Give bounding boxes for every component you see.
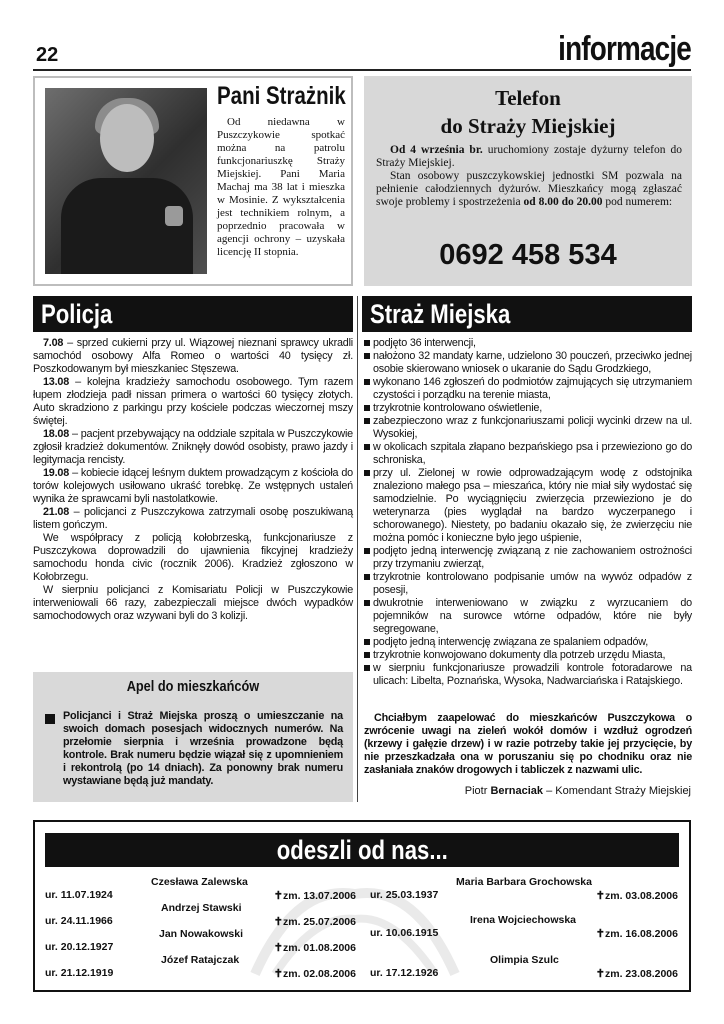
cross-icon: ✝	[595, 890, 606, 902]
list-item: nałożono 32 mandaty karne, udzielono 30 pouczeń, przeciwko jednej osobie skierowano wniosek o ukaranie do Sądu Grodzkiego,	[364, 350, 692, 376]
straz-signature: Piotr Bernaciak – Komendant Straży Miejskiej	[464, 785, 691, 797]
policja-header: Policja	[33, 296, 353, 332]
square-bullet-icon	[364, 444, 370, 450]
square-bullet-icon	[364, 340, 370, 346]
birth-date: ur. 25.03.1937	[370, 889, 439, 901]
section-title: informacje	[558, 30, 691, 68]
birth-date: ur. 11.07.1924	[45, 889, 113, 901]
deceased-name: Maria Barbara Grochowska	[456, 876, 592, 888]
birth-date: ur. 21.12.1919	[45, 967, 114, 979]
death-date: ✝zm. 23.08.2006	[595, 968, 678, 980]
birth-date: ur. 10.06.1915	[370, 927, 439, 939]
list-item: podjęto jedną interwencję związana ze spalaniem odpadów,	[364, 636, 692, 649]
cross-icon: ✝	[273, 942, 284, 954]
deceased-name: Andrzej Stawski	[161, 902, 242, 914]
deceased-name: Józef Ratajczak	[161, 954, 240, 966]
guard-portrait-photo	[45, 88, 207, 274]
square-bullet-icon	[364, 379, 370, 385]
birth-date: ur. 17.12.1926	[370, 967, 439, 979]
column-divider	[357, 296, 358, 802]
square-bullet-icon	[364, 574, 370, 580]
deceased-name: Czesława Zalewska	[151, 876, 248, 888]
telefon-title: Telefon do Straży Miejskiej	[440, 86, 616, 138]
cross-icon: ✝	[273, 968, 284, 980]
list-item: wykonano 146 zgłoszeń do podmiotów zajmujących się utrzymaniem czystości i porządku na terenie miasta,	[364, 376, 692, 402]
death-date: ✝zm. 03.08.2006	[595, 890, 678, 902]
list-item: w sierpniu funkcjonariusze prowadzili kontrole fotoradarowe na ulicach: Libelta, Poznańska, Wysoka, Nadwarciańska i Ratajskiego.	[364, 662, 692, 688]
list-item: trzykrotnie konwojowano dokumenty dla potrzeb urzędu Miasta,	[364, 649, 692, 662]
square-bullet-icon	[364, 639, 370, 645]
square-bullet-icon	[364, 353, 370, 359]
pani-straznik-box	[33, 76, 353, 286]
cross-icon: ✝	[273, 890, 284, 902]
list-item: przy ul. Zielonej w rowie odprowadzającym wodę z odstojnika znaleziono małego psa – mieszańca, który nie miał siły wydostać się samodzielnie. Po wyciągnięciu zwierzęcia przewieziono je do weterynarza (pies wyglądał na bardzo wyczerpanego i schorowanego). Niestety, po badaniu okazało się, że zwierzęciu nie można pomóc i konieczne było jego uśpienie,	[364, 467, 692, 545]
square-bullet-icon	[364, 665, 370, 671]
square-bullet-icon	[364, 405, 370, 411]
death-date: ✝zm. 16.08.2006	[595, 928, 678, 940]
straz-appeal: Chciałbym zaapelować do mieszkańców Puszczykowa o zwrócenie uwagi na zieleń wokół domów i wzdłuż ogrodzeń (krzewy i gałęzie drzew) i w razie potrzeby takie jej przycięcie, by nie przeszkadzała ona w poruszaniu się po chodniku oraz nie zasłaniała znaków drogowych i tabliczek z nazwami ulic.	[364, 712, 692, 776]
phone-number: 0692 458 534	[439, 239, 617, 271]
police-paragraph: We współpracy z policją kołobrzeską, funkcjonariusze z Puszczykowa doprowadzili do ujawnienia fikcyjnej kradzieży samochodu honda civic (rocznik 2006). Kradzież zgłoszono w Kołobrzegu.	[33, 532, 353, 583]
deceased-name: Irena Wojciechowska	[470, 914, 577, 926]
straz-miejska-header: Straż Miejska	[362, 296, 692, 332]
list-item: podjęto jedną interwencję związaną z nie zachowaniem ostrożności przy trzymaniu zwierząt,	[364, 545, 692, 571]
badge-icon	[165, 206, 183, 226]
page-number: 22	[36, 44, 59, 66]
cross-icon: ✝	[595, 928, 606, 940]
telefon-text: Od 4 września br. uruchomiony zostaje dyżurny telefon do Straży Miejskiej. Stan osobowy puszczykowskiej jednostki SM pozwala na pełnienie całodziennych dyżurów. Mieszkańcy mogą zgłaszać swoje problemy i spostrzeżenia od 8.00 do 20.00 pod numerem:	[376, 144, 682, 208]
straz-activity-list	[364, 337, 692, 688]
list-item: zabezpieczono wraz z funkcjonariuszami policji wycinki drzew na ul. Wysokiej,	[364, 415, 692, 441]
square-bullet-icon	[45, 714, 55, 724]
list-item: trzykrotnie kontrolowano oświetlenie,	[364, 402, 692, 415]
police-paragraph: W sierpniu policjanci z Komisariatu Policji w Puszczykowie interweniowali 66 razy, zabezpieczali miejsce dwóch wypadków samochodowych oraz wzywani byli do 3 kolizji.	[33, 584, 353, 622]
police-entry: 21.08 – policjanci z Puszczykowa zatrzymali osobę poszukiwaną listem gończym.	[33, 506, 353, 531]
death-date: ✝zm. 02.08.2006	[273, 968, 356, 980]
death-date: ✝zm. 25.07.2006	[273, 916, 356, 928]
deceased-name: Jan Nowakowski	[159, 928, 244, 940]
square-bullet-icon	[364, 418, 370, 424]
policja-report	[33, 337, 353, 623]
apel-title: Apel do mieszkańców	[126, 678, 260, 695]
police-entry: 19.08 – kobiecie idącej leśnym duktem prowadzącym z kościoła do torów kolejowych usiłowano ukraść torebkę. Ze wstępnych ustaleń wynika że sprawcami byli nastolatkowie.	[33, 467, 353, 505]
telefon-box	[364, 76, 692, 286]
square-bullet-icon	[364, 548, 370, 554]
square-bullet-icon	[364, 470, 370, 476]
list-item: dwukrotnie interweniowano w związku z wyrzucaniem do pojemników na surowce wtórne odpadów, które nie były segregowane,	[364, 597, 692, 636]
police-entry: 7.08 – sprzed cukierni przy ul. Wiązowej nieznani sprawcy ukradli samochód osobowy Alfa Romeo o wartości 40 tysięcy zł. Poszkodowanym był mieszkaniec Stęszewa.	[33, 337, 353, 375]
square-bullet-icon	[364, 600, 370, 606]
obituary-header: odeszli od nas...	[45, 833, 679, 867]
apel-box	[33, 672, 353, 802]
square-bullet-icon	[364, 652, 370, 658]
obituary-box	[33, 820, 691, 992]
police-entry: 13.08 – kolejna kradzieży samochodu osobowego. Tym razem łupem złodzieja padł nissan primera o wartości 60 tysięcy złotych. Auto skradziono z parkingu przy kościele podczas wieczornej mszy świętej.	[33, 376, 353, 427]
list-item: podjęto 36 interwencji,	[364, 337, 692, 350]
birth-date: ur. 24.11.1966	[45, 915, 113, 927]
list-item: trzykrotnie kontrolowano podpisanie umów na wywóz odpadów z posesji,	[364, 571, 692, 597]
list-item: w okolicach szpitala złapano bezpańskiego psa i przewieziono go do schroniska,	[364, 441, 692, 467]
birth-date: ur. 20.12.1927	[45, 941, 114, 953]
death-date: ✝zm. 13.07.2006	[273, 890, 356, 902]
cross-icon: ✝	[595, 968, 606, 980]
police-entry: 18.08 – pacjent przebywający na oddziale szpitala w Puszczykowie zgłosił kradzież dokumentów. Zniknęły dowód osobisty, prawo jazdy i legitymacja rencisty.	[33, 428, 353, 466]
pani-title: Pani Strażnik	[217, 82, 346, 110]
deceased-name: Olimpia Szulc	[490, 954, 559, 966]
cross-icon: ✝	[273, 916, 284, 928]
pani-article-text: Od niedawna w Puszczykowie spotkać można na patrolu funkcjonariuszkę Straży Miejskiej. Pani Maria Machaj ma 38 lat i mieszka w Mosinie. Z wykształcenia jest technikiem rolnym, a poprzednio pracowała w agencji ochrony – uzyskała licencję II stopnia.	[217, 116, 345, 258]
apel-text: Policjanci i Straż Miejska proszą o umieszczanie na swoich domach posesjach widocznych numerów. Na przełomie sierpnia i września prowadzone będą kontrole. Brak numeru będzie wiązał się z upomnieniem i rekontrolą (po 14 dniach). Za ponowny brak numeru wystawiane będą już mandaty.	[63, 710, 343, 787]
header-divider	[33, 69, 691, 71]
death-date: ✝zm. 01.08.2006	[273, 942, 356, 954]
